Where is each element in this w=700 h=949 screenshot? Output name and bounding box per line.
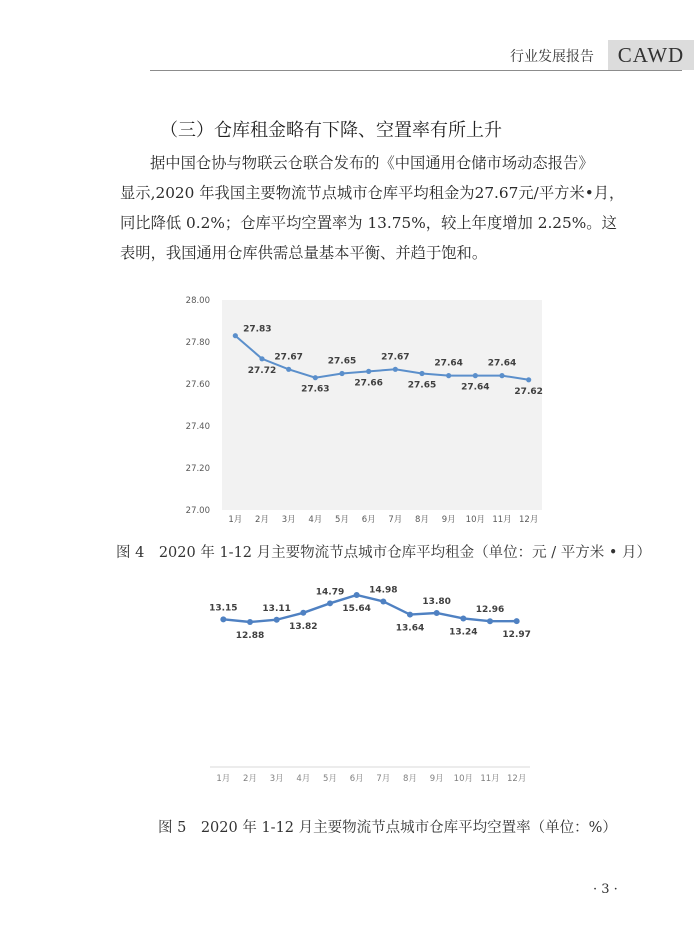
data-point — [460, 615, 466, 621]
data-point — [419, 371, 424, 376]
data-point — [339, 371, 344, 376]
data-point — [446, 373, 451, 378]
x-tick-label: 8月 — [403, 774, 417, 784]
y-tick-label: 27.80 — [185, 338, 210, 348]
data-point — [393, 367, 398, 372]
data-label: 27.72 — [247, 365, 277, 376]
data-label: 27.83 — [243, 324, 272, 335]
data-point — [259, 356, 264, 361]
data-point — [313, 375, 318, 380]
x-tick-label: 2月 — [243, 774, 257, 784]
y-tick-label: 27.00 — [185, 506, 210, 516]
data-label: 27.67 — [381, 352, 410, 363]
data-label: 27.65 — [327, 356, 357, 367]
x-tick-label: 12月 — [507, 774, 527, 784]
page-number: · 3 · — [593, 882, 618, 897]
data-label: 12.97 — [502, 630, 531, 641]
data-label: 13.24 — [449, 627, 478, 638]
x-tick-label: 10月 — [453, 774, 473, 784]
y-tick-label: 27.20 — [185, 464, 210, 474]
data-label: 27.64 — [434, 358, 463, 369]
data-point — [526, 377, 531, 382]
data-point — [487, 618, 493, 624]
x-tick-label: 5月 — [323, 774, 337, 784]
data-label: 27.67 — [274, 352, 303, 363]
data-point — [300, 610, 306, 616]
x-tick-label: 9月 — [441, 515, 456, 525]
data-point — [514, 618, 520, 624]
paragraph-line: 据中国仓协与物联云仓联合发布的《中国通用仓储市场动态报告》 — [150, 154, 594, 172]
x-tick-label: 7月 — [388, 515, 403, 525]
data-point — [286, 367, 291, 372]
data-label: 27.63 — [301, 384, 330, 395]
data-point — [407, 612, 413, 618]
paragraph-line: 同比降低 0.2%；仓库平均空置率为 13.75%，较上年度增加 2.25%。这 — [120, 214, 617, 232]
figure5-caption: 图 5 2020 年 1-12 月主要物流节点城市仓库平均空置率（单位：%） — [158, 820, 617, 836]
data-label: 13.11 — [262, 603, 291, 614]
x-tick-label: 8月 — [415, 515, 429, 525]
data-point — [434, 610, 440, 616]
data-label: 13.80 — [422, 597, 451, 607]
data-point — [220, 616, 226, 622]
data-label: 14.98 — [369, 585, 398, 596]
y-tick-label: 28.00 — [185, 296, 210, 306]
header-label: 行业发展报告 — [510, 49, 594, 65]
body-paragraph — [120, 148, 625, 268]
data-point — [354, 592, 360, 598]
x-tick-label: 1月 — [228, 515, 243, 525]
data-point — [366, 369, 371, 374]
x-tick-label: 6月 — [349, 774, 364, 784]
figure4-caption: 图 4 2020 年 1-12 月主要物流节点城市仓库平均租金（单位：元 / 平方米 • 月） — [116, 545, 652, 561]
x-tick-label: 7月 — [376, 774, 391, 784]
data-point — [274, 617, 280, 623]
y-tick-label: 27.40 — [185, 422, 210, 432]
header-rule — [150, 70, 682, 71]
data-point — [327, 600, 333, 606]
data-label: 27.65 — [407, 380, 437, 391]
x-tick-label: 4月 — [308, 515, 323, 525]
data-label: 14.79 — [315, 587, 345, 598]
vacancy-line-chart — [200, 580, 540, 790]
data-label: 13.82 — [289, 621, 318, 632]
section-title: （三）仓库租金略有下降、空置率有所上升 — [160, 120, 502, 141]
data-label: 12.96 — [475, 605, 505, 616]
data-label: 27.62 — [514, 386, 543, 397]
x-tick-label: 12月 — [519, 515, 539, 525]
data-label: 13.15 — [209, 603, 238, 614]
x-tick-label: 3月 — [281, 515, 296, 525]
data-point — [473, 373, 478, 378]
data-label: 12.88 — [235, 631, 265, 641]
y-tick-label: 27.60 — [185, 380, 210, 390]
rent-line-chart — [172, 290, 552, 530]
x-tick-label: 3月 — [269, 774, 284, 784]
data-label: 27.66 — [354, 378, 383, 389]
paragraph-line: 表明，我国通用仓库供需总量基本平衡、并趋于饱和。 — [120, 244, 488, 262]
data-point — [233, 333, 238, 338]
x-tick-label: 1月 — [216, 774, 231, 784]
x-tick-label: 4月 — [296, 774, 311, 784]
data-point — [380, 598, 386, 604]
data-label: 13.64 — [395, 623, 425, 634]
data-point — [247, 619, 253, 625]
data-label: 27.64 — [487, 358, 517, 369]
x-tick-label: 2月 — [255, 515, 269, 525]
data-label: 27.64 — [461, 382, 490, 393]
header-brand-logo: CAWD — [608, 40, 694, 70]
paragraph-line: 显示,2020 年我国主要物流节点城市仓库平均租金为27.67元/平方米•月， — [120, 184, 625, 202]
x-tick-label: 10月 — [465, 515, 485, 525]
data-point — [499, 373, 504, 378]
x-tick-label: 5月 — [335, 515, 349, 525]
data-label: 15.64 — [342, 604, 371, 614]
x-tick-label: 9月 — [429, 774, 444, 784]
x-tick-label: 11月 — [480, 774, 500, 784]
x-tick-label: 6月 — [361, 515, 376, 525]
x-tick-label: 11月 — [492, 515, 512, 525]
